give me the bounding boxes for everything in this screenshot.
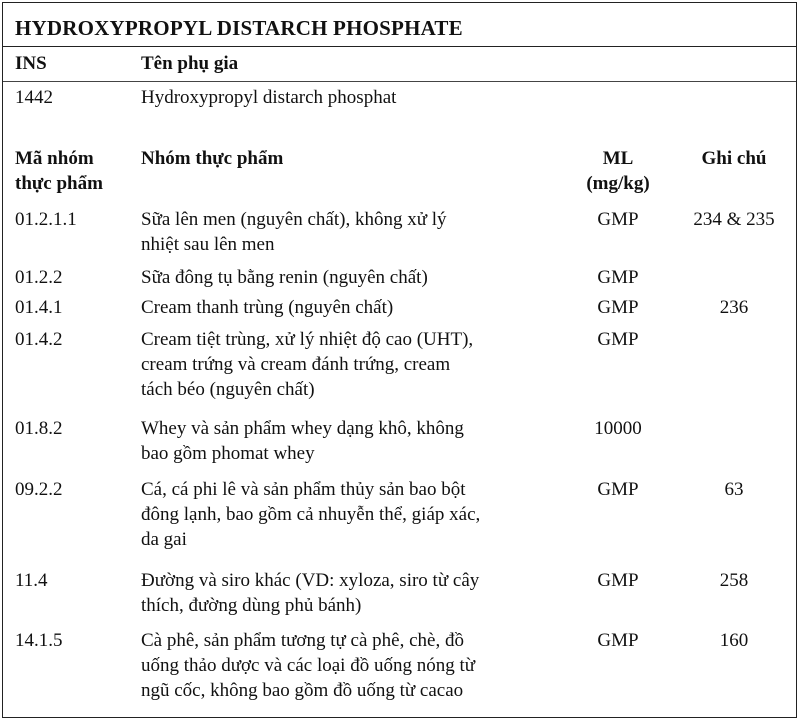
row-ml: GMP: [597, 329, 639, 350]
additive-name: Hydroxypropyl distarch phosphat: [141, 87, 397, 108]
row-code: 01.8.2: [15, 418, 63, 439]
page-title: HYDROXYPROPYL DISTARCH PHOSPHATE: [15, 16, 463, 40]
row-code: 01.2.1.1: [15, 209, 77, 230]
row-note: 63: [724, 479, 744, 500]
row-group: [141, 568, 556, 618]
row-group-line: Đường và siro khác (VD: xyloza, siro từ cây: [141, 570, 480, 591]
header-ml-line2: (mg/kg): [586, 173, 650, 194]
row-code: 14.1.5: [15, 630, 63, 651]
row-note: 258: [719, 570, 749, 591]
row-group: [141, 295, 556, 320]
row-ml: GMP: [597, 209, 639, 230]
header-code-line1: Mã nhóm: [15, 148, 94, 169]
row-group-line: ngũ cốc, không bao gồm đồ uống từ cacao: [141, 680, 464, 701]
row-group-line: Whey và sản phẩm whey dạng khô, không: [141, 418, 464, 439]
row-group: [141, 265, 556, 290]
row-group-line: uống thảo dược và các loại đồ uống nóng từ: [141, 655, 476, 676]
additive-name-label: Tên phụ gia: [141, 53, 239, 74]
divider: [3, 81, 796, 82]
row-group-line: nhiệt sau lên men: [141, 234, 275, 255]
row-group-line: Cá, cá phi lê và sản phẩm thủy sản bao bột: [141, 479, 466, 500]
row-code: 09.2.2: [15, 479, 63, 500]
row-group: [141, 327, 556, 402]
row-group-line: da gai: [141, 529, 187, 550]
row-group-line: Sữa lên men (nguyên chất), không xử lý: [141, 209, 447, 230]
header-group: Nhóm thực phẩm: [141, 148, 284, 169]
ins-label: INS: [15, 53, 47, 74]
header-code-line2: thực phẩm: [15, 173, 103, 194]
row-group-line: Sữa đông tụ bằng renin (nguyên chất): [141, 267, 428, 288]
row-code: 01.4.1: [15, 297, 63, 318]
row-group: [141, 416, 556, 466]
row-group-line: thích, đường dùng phủ bánh): [141, 595, 362, 616]
row-group-line: cream trứng và cream đánh trứng, cream: [141, 354, 451, 375]
row-group: [141, 628, 556, 703]
row-group-line: bao gồm phomat whey: [141, 443, 315, 464]
row-note: 160: [719, 630, 749, 651]
row-group-line: Cream thanh trùng (nguyên chất): [141, 297, 394, 318]
header-code: [15, 146, 135, 196]
row-ml: GMP: [597, 630, 639, 651]
row-group-line: đông lạnh, bao gồm cả nhuyễn thể, giáp xác,: [141, 504, 481, 525]
document-frame: [2, 2, 797, 718]
row-ml: GMP: [597, 479, 639, 500]
header-ml: [568, 146, 668, 196]
title-bar: [3, 3, 796, 47]
ins-code: 1442: [15, 87, 53, 108]
header-ml-line1: ML: [602, 148, 634, 169]
additive-info: [3, 47, 796, 115]
row-ml: 10000: [594, 418, 642, 439]
row-group: [141, 207, 556, 257]
row-code: 11.4: [15, 570, 48, 591]
row-group-line: Cà phê, sản phẩm tương tự cà phê, chè, đồ: [141, 630, 464, 651]
row-code: 01.4.2: [15, 329, 63, 350]
row-note: 236: [719, 297, 749, 318]
row-group-line: tách béo (nguyên chất): [141, 379, 315, 400]
row-group: [141, 477, 556, 552]
row-ml: GMP: [597, 297, 639, 318]
row-note: 234 & 235: [693, 209, 775, 230]
row-ml: GMP: [597, 570, 639, 591]
row-group-line: Cream tiệt trùng, xử lý nhiệt độ cao (UHT),: [141, 329, 474, 350]
row-ml: GMP: [597, 267, 639, 288]
header-note: Ghi chú: [701, 148, 767, 169]
row-code: 01.2.2: [15, 267, 63, 288]
